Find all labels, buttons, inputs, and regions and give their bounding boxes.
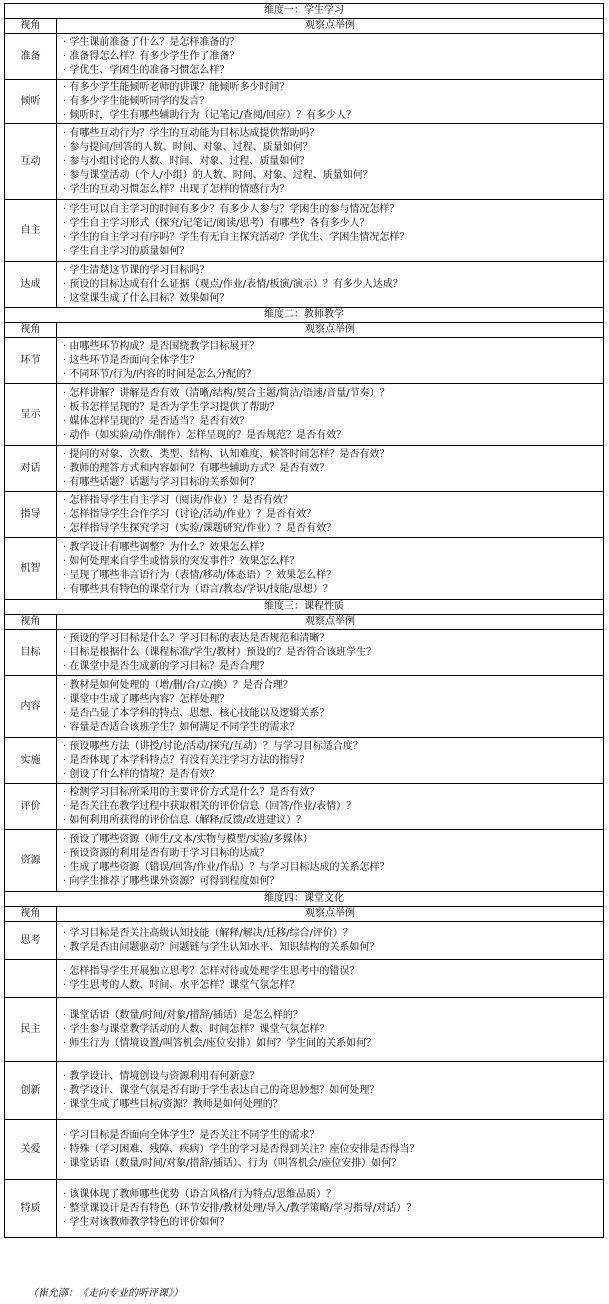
list-item [63,278,603,292]
perspective-label: 思考 [5,922,57,960]
observation-point-text: 怎样指导学生合作学习（讨论/活动/作业）？是否有效？ [69,508,317,520]
table-row [5,80,604,124]
list-item [63,1084,603,1098]
bullet-marker: · [63,786,70,798]
perspective-label: 环节 [5,338,57,384]
list-item [63,941,603,955]
dimension-title: 维度三：课程性质 [5,600,604,615]
perspective-label: 准备 [5,34,57,80]
list-item [63,1098,603,1112]
observation-points [57,200,604,262]
perspective-label [5,960,57,998]
list-item [63,965,603,979]
list-item [63,169,603,183]
bullet-marker: · [63,462,70,474]
bullet-marker: · [63,415,70,427]
table-body [5,4,604,1238]
list-item [63,476,603,490]
observation-point-text: 是否凸显了本学科的特点、思想、核心技能以及逻辑关系？ [69,707,330,719]
table-row [5,262,604,308]
list-item [63,740,603,754]
bullet-marker: · [63,36,70,48]
dimension-title-row [5,4,604,19]
observation-point-text: 学生对该教师教学特色的评价如何？ [69,1216,230,1228]
observation-point-text: 向学生推荐了哪些课外资源？可得到程度如何？ [69,875,280,887]
observation-point-text: 在课堂中是否生成新的学习目标？是否合理？ [69,660,270,672]
source-citation: （崔允漷：《走向专业的听评课》） [28,1288,183,1299]
perspective-label: 资源 [5,830,57,892]
perspective-label: 创新 [5,1062,57,1120]
observation-point-text: 怎样指导学生探究学习（实验/课题研究/作业）？是否有效？ [69,522,337,534]
list-item [63,632,603,646]
dimension-title-row [5,308,604,323]
observation-point-text: 学生清楚这节课的学习目标吗？ [69,264,210,276]
dimension-title: 维度四：课堂文化 [5,892,604,907]
bullet-marker: · [63,1188,70,1200]
bullet-marker: · [63,50,70,62]
observation-point-text: 有多少学生能倾听老师的讲课？能倾听多少时间？ [69,81,290,93]
observation-point-text: 教学是否由问题驱动？问题链与学生认知水平、知识结构的关系如何？ [69,941,380,953]
dimension-title-row [5,600,604,615]
observation-point-text: 有哪些具有特色的课堂行为（语言/教态/学识/技能/思想）？ [69,583,333,595]
observation-point-text: 整堂课设计是否有特色（环节安排/教材处理/导入/教学策略/学习指导/对话）？ [69,1202,417,1214]
observation-point-text: 提问的对象、次数、类型、结构、认知难度、候答时间怎样？是否有效？ [69,448,390,460]
observation-points [57,738,604,784]
perspective-header: 视角 [5,615,57,630]
perspective-header: 视角 [5,19,57,34]
examples-header: 观察点举例 [57,615,604,630]
perspective-label: 机智 [5,538,57,600]
bullet-marker: · [63,127,70,139]
list-item [63,800,603,814]
observation-points [57,446,604,492]
observation-point-text: 预设了哪些资源（师生/文本/实物与模型/实验/多媒体） [69,833,313,845]
observation-point-text: 学生可以自主学习的时间有多少？有多少人参与？学困生的参与情况怎样？ [69,203,400,215]
column-header-row [5,323,604,338]
dimension-title: 维度一：学生学习 [5,4,604,19]
observation-point-text: 目标是根据什么（课程标准/学生/教材）预设的？是否符合该班学生？ [69,646,377,658]
bullet-marker: · [63,569,70,581]
observation-point-text: 生成了哪些资源（错误/回答/作业/作品）？与学习目标达成的关系怎样？ [69,861,390,873]
table-row [5,830,604,892]
observation-point-text: 媒体怎样呈现的？是否适当？是否有效？ [69,415,250,427]
bullet-marker: · [63,1143,70,1155]
bullet-marker: · [63,340,70,352]
observation-point-text: 参与小组讨论的人数、时间、对象、过程、质量如何？ [69,155,310,167]
perspective-header: 视角 [5,907,57,922]
list-item [63,754,603,768]
bullet-marker: · [63,693,70,705]
observation-point-text: 创设了什么样的情境？是否有效？ [69,768,220,780]
bullet-marker: · [63,264,70,276]
bullet-marker: · [63,203,70,215]
observation-point-text: 有哪些互动行为？学生的互动能为目标达成提供帮助吗？ [69,127,320,139]
observation-point-text: 特殊（学习困难、残障、疾病）学生的学习是否得到关注？座位安排是否得当？ [69,1143,420,1155]
list-item [63,109,603,123]
observation-points [57,124,604,200]
observation-point-text: 是否体现了本学科特点？有没有关注学习方法的指导？ [69,754,310,766]
bullet-marker: · [63,555,70,567]
observation-points [57,384,604,446]
bullet-marker: · [63,217,70,229]
list-item [63,583,603,597]
observation-point-text: 板书怎样呈现的？是否为学生学习提供了帮助？ [69,401,280,413]
list-item [63,368,603,382]
list-item [63,693,603,707]
observation-point-text: 动作（如实验/动作/制作）怎样呈现的？是否规范？是否有效？ [69,429,347,441]
perspective-label: 内容 [5,676,57,738]
list-item [63,847,603,861]
bullet-marker: · [63,847,70,859]
perspective-label: 自主 [5,200,57,262]
table-row [5,922,604,960]
examples-header: 观察点举例 [57,19,604,34]
list-item [63,64,603,78]
bullet-marker: · [63,141,70,153]
bullet-marker: · [63,861,70,873]
observation-point-text: 该课体现了教师哪些优势（语言风格/行为特点/思维品质）？ [69,1188,337,1200]
bullet-marker: · [63,814,70,826]
bullet-marker: · [63,660,70,672]
observation-points [57,538,604,600]
bullet-marker: · [63,245,70,257]
observation-point-text: 课堂生成了哪些目标/资源？教师是如何处理的？ [69,1098,283,1110]
list-item [63,264,603,278]
table-row [5,676,604,738]
observation-points [57,338,604,384]
list-item [63,127,603,141]
dimension-title-row [5,892,604,907]
perspective-label: 倾听 [5,80,57,124]
bullet-marker: · [63,800,70,812]
bullet-marker: · [63,1202,70,1214]
bullet-marker: · [63,494,70,506]
bullet-marker: · [63,429,70,441]
bullet-marker: · [63,583,70,595]
table-row [5,1180,604,1238]
bullet-marker: · [63,541,70,553]
bullet-marker: · [63,1070,70,1082]
table-row [5,338,604,384]
table-row [5,446,604,492]
observation-points [57,1062,604,1120]
list-item [63,927,603,941]
bullet-marker: · [63,278,70,290]
table-row [5,1062,604,1120]
observation-point-text: 学生自主学习的质量如何？ [69,245,190,257]
observation-point-text: 有多少学生能倾听同学的发言？ [69,95,210,107]
list-item [63,448,603,462]
table-row [5,960,604,998]
list-item [63,1037,603,1051]
perspective-label: 目标 [5,630,57,676]
observation-point-text: 预设的目标达成有什么证据（观点/作业/表情/板演/演示）？有多少人达成？ [69,278,403,290]
list-item [63,833,603,847]
list-item [63,245,603,259]
table-row [5,124,604,200]
observation-point-text: 学生自主学习形式（探究/记笔记/阅读/思考）有哪些？各有多少人？ [69,217,370,229]
column-header-row [5,615,604,630]
observation-point-text: 教学设计、课堂气氛是否有助于学生表达自己的奇思妙想？如何处理？ [69,1084,380,1096]
list-item [63,81,603,95]
list-item [63,1202,603,1216]
observation-point-text: 学生的自主学习有序吗？学生有无自主探究活动？学优生、学困生情况怎样？ [69,231,410,243]
list-item [63,354,603,368]
observation-point-text: 学习目标是否关注高级认知技能（解释/解决/迁移/综合/评价）？ [69,927,353,939]
table-row [5,200,604,262]
list-item [63,95,603,109]
observation-point-text: 预设的学习目标是什么？学习目标的表达是否规范和清晰？ [69,632,330,644]
observation-point-text: 怎样讲解？讲解是否有效（清晰/结构/契合主题/简洁/语速/音量/节奏）？ [69,387,390,399]
observation-points [57,1180,604,1238]
list-item [63,1023,603,1037]
bullet-marker: · [63,721,70,733]
bullet-marker: · [63,632,70,644]
bullet-marker: · [63,401,70,413]
bullet-marker: · [63,754,70,766]
observation-point-text: 检测学习目标所采用的主要评价方式是什么？是否有效？ [69,786,320,798]
observation-point-text: 课堂中生成了哪些内容？怎样处理？ [69,693,230,705]
list-item [63,183,603,197]
bullet-marker: · [63,1009,70,1021]
observation-point-text: 预设资源的利用是否有助于学习目标的达成？ [69,847,270,859]
observation-point-text: 课堂话语（数量/时间/对象/措辞/插话）是怎么样的？ [69,1009,303,1021]
table-row [5,630,604,676]
list-item [63,1070,603,1084]
list-item [63,679,603,693]
observation-point-text: 教师的理答方式和内容如何？有哪些辅助方式？是否有效？ [69,462,330,474]
observation-point-text: 参与提问/回答的人数、时间、对象、过程、质量如何？ [69,141,313,153]
bullet-marker: · [63,1157,70,1169]
observation-point-text: 如何处理来自学生或情景的突发事件？效果怎么样？ [69,555,300,567]
observation-point-text: 学生课前准备了什么？是怎样准备的？ [69,36,240,48]
list-item [63,875,603,889]
column-header-row [5,19,604,34]
table-row [5,784,604,830]
list-item [63,660,603,674]
table-row [5,1120,604,1180]
bullet-marker: · [63,231,70,243]
observation-point-text: 呈现了哪些非言语行为（表情/移动/体态语）？效果怎么样？ [69,569,337,581]
list-item [63,50,603,64]
dimension-title: 维度二：教师教学 [5,308,604,323]
table-row [5,738,604,784]
observation-point-text: 教学设计有哪些调整？为什么？效果怎么样？ [69,541,270,553]
list-item [63,646,603,660]
list-item [63,155,603,169]
observation-point-text: 是否关注在教学过程中获取相关的评价信息（回答/作业/表情）？ [69,800,357,812]
observation-points [57,34,604,80]
perspective-label: 呈示 [5,384,57,446]
observation-point-text: 如何利用所获得的评价信息（解释/反馈/改进建议）？ [69,814,307,826]
bullet-marker: · [63,522,70,534]
bullet-marker: · [63,95,70,107]
list-item [63,462,603,476]
list-item [63,541,603,555]
list-item [63,768,603,782]
bullet-marker: · [63,1129,70,1141]
observation-point-text: 不同环节/行为/内容的时间是怎么分配的？ [69,368,257,380]
list-item [63,1009,603,1023]
list-item [63,217,603,231]
observation-point-text: 这些环节是否面向全体学生？ [69,354,200,366]
list-item [63,1143,603,1157]
bullet-marker: · [63,1037,70,1049]
list-item [63,861,603,875]
bullet-marker: · [63,292,70,304]
list-item [63,494,603,508]
observation-point-text: 怎样指导学生自主学习（阅读/作业）？是否有效？ [69,494,293,506]
perspective-label: 对话 [5,446,57,492]
bullet-marker: · [63,707,70,719]
table-row [5,384,604,446]
list-item [63,401,603,415]
bullet-marker: · [63,1084,70,1096]
list-item [63,231,603,245]
bullet-marker: · [63,740,70,752]
observation-point-text: 学习目标是否面向全体学生？是否关注不同学生的需求？ [69,1129,320,1141]
list-item [63,786,603,800]
list-item [63,429,603,443]
observation-points [57,1120,604,1180]
column-header-row [5,907,604,922]
bullet-marker: · [63,169,70,181]
bullet-marker: · [63,387,70,399]
observation-point-text: 容量是否适合该班学生？如何满足不同学生的需求？ [69,721,300,733]
list-item [63,555,603,569]
observation-point-text: 教材是如何处理的（增/删/合/立/换）？是否合理？ [69,679,293,691]
table-row [5,492,604,538]
observation-point-text: 参与课堂活动（个人/小组）的人数、时间、对象、过程、质量如何？ [69,169,373,181]
observation-point-text: 学生的互动习惯怎么样？出现了怎样的情感行为？ [69,183,290,195]
list-item [63,36,603,50]
observation-point-text: 师生行为（情境设置/叫答机会/座位安排）如何？学生间的关系如何？ [69,1037,377,1049]
perspective-label: 特质 [5,1180,57,1238]
bullet-marker: · [63,155,70,167]
bullet-marker: · [63,768,70,780]
bullet-marker: · [63,354,70,366]
bullet-marker: · [63,927,70,939]
observation-points [57,80,604,124]
perspective-label: 实施 [5,738,57,784]
observation-point-text: 教学设计、情境创设与资源利用有何新意？ [69,1070,260,1082]
observation-points [57,998,604,1062]
observation-points [57,922,604,960]
bullet-marker: · [63,1023,70,1035]
list-item [63,340,603,354]
observation-point-text: 倾听时，学生有哪些辅助行为（记笔记/查阅/回应）？有多少人？ [69,109,357,121]
perspective-label: 关爱 [5,1120,57,1180]
list-item [63,814,603,828]
observation-table [4,3,604,1238]
list-item [63,508,603,522]
examples-header: 观察点举例 [57,907,604,922]
observation-point-text: 预设哪些方法（讲授/讨论/活动/探究/互动）？与学习目标适合度？ [69,740,363,752]
list-item [63,979,603,993]
list-item [63,721,603,735]
observation-point-text: 由哪些环节构成？是否围绕教学目标展开？ [69,340,260,352]
observation-point-text: 这堂课生成了什么目标？效果如何？ [69,292,230,304]
table-row [5,998,604,1062]
list-item [63,1188,603,1202]
observation-points [57,830,604,892]
perspective-label: 评价 [5,784,57,830]
list-item [63,1129,603,1143]
perspective-label: 民主 [5,998,57,1062]
list-item [63,1157,603,1171]
bullet-marker: · [63,109,70,121]
bullet-marker: · [63,1216,70,1228]
bullet-marker: · [63,508,70,520]
observation-point-text: 课堂话语（数量/时间/对象/措辞/插话）、行为（叫答机会/座位安排）如何？ [69,1157,402,1169]
list-item [63,1216,603,1230]
list-item [63,292,603,306]
observation-point-text: 学生参与课堂教学活动的人数、时间怎样？课堂气氛怎样？ [69,1023,330,1035]
perspective-label: 指导 [5,492,57,538]
bullet-marker: · [63,833,70,845]
observation-point-text: 学优生、学困生的准备习惯怎么样？ [69,64,230,76]
observation-point-text: 学生思考的人数、时间、水平怎样？课堂气氛怎样？ [69,979,300,991]
list-item [63,522,603,536]
perspective-label: 达成 [5,262,57,308]
bullet-marker: · [63,979,70,991]
bullet-marker: · [63,875,70,887]
bullet-marker: · [63,64,70,76]
examples-header: 观察点举例 [57,323,604,338]
observation-points [57,630,604,676]
list-item [63,415,603,429]
observation-points [57,784,604,830]
observation-framework [4,3,604,1238]
observation-point-text: 怎样指导学生开展独立思考？怎样对待或处理学生思考中的错误？ [69,965,360,977]
bullet-marker: · [63,941,70,953]
list-item [63,203,603,217]
bullet-marker: · [63,965,70,977]
observation-points [57,960,604,998]
bullet-marker: · [63,183,70,195]
list-item [63,569,603,583]
bullet-marker: · [63,679,70,691]
bullet-marker: · [63,81,70,93]
bullet-marker: · [63,368,70,380]
table-row [5,538,604,600]
table-row [5,34,604,80]
perspective-label: 互动 [5,124,57,200]
observation-point-text: 准备得怎么样？有多少学生作了准备？ [69,50,240,62]
list-item [63,707,603,721]
bullet-marker: · [63,1098,70,1110]
observation-points [57,492,604,538]
observation-points [57,262,604,308]
list-item [63,387,603,401]
bullet-marker: · [63,476,70,488]
bullet-marker: · [63,448,70,460]
perspective-header: 视角 [5,323,57,338]
observation-point-text: 有哪些话题？话题与学习目标的关系如何？ [69,476,260,488]
observation-points [57,676,604,738]
list-item [63,141,603,155]
bullet-marker: · [63,646,70,658]
